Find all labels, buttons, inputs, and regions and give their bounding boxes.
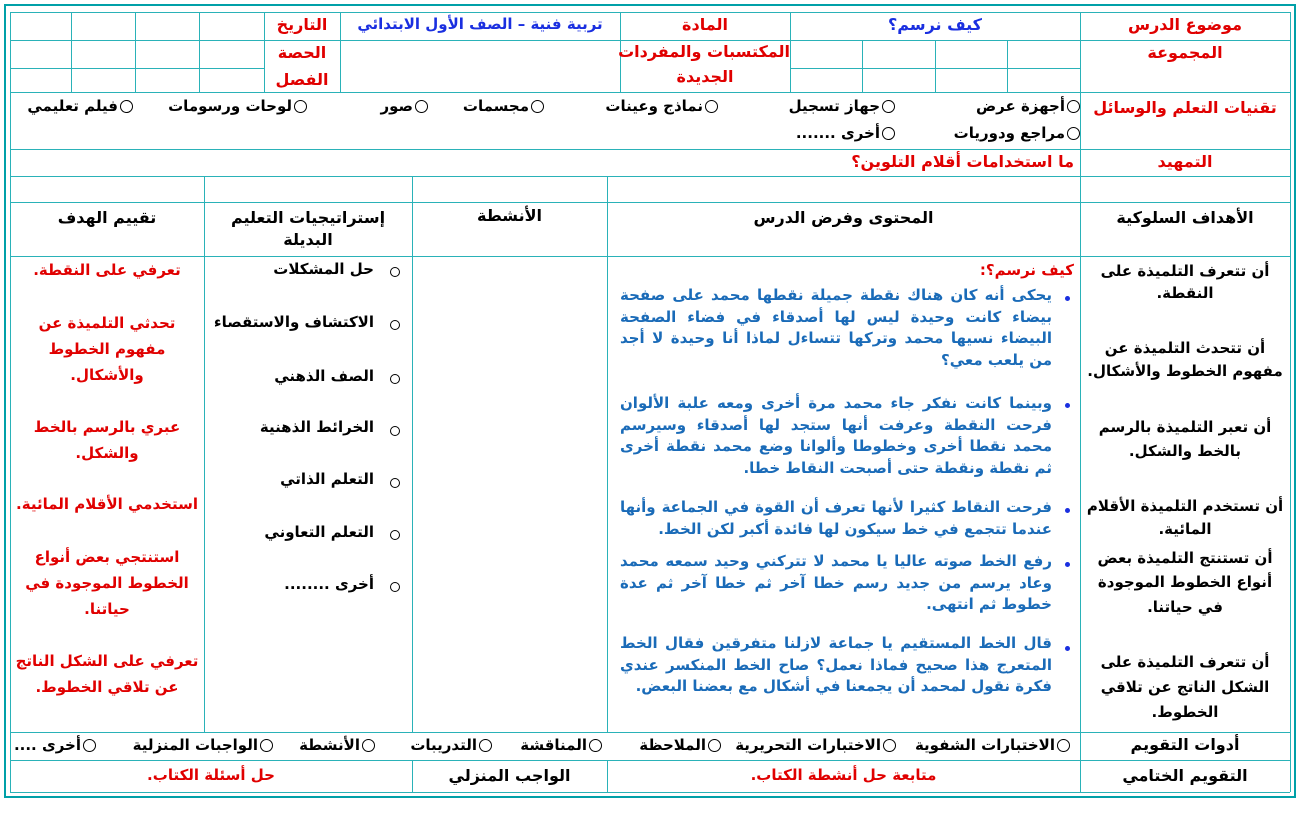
story-paragraph-3: فرحت النقاط كثيرا لأنها تعرف أن القوة في الجماعة وأنها عندما تتجمع في خط سيكون لها فائدة أكبر لكن الخط.	[620, 498, 1052, 538]
story-paragraph-2: وبينما كانت نفكر جاء محمد مرة أخرى ومعه علبة الألوان فرحت النقطة وعرفت أنها ستجد لها أصدقاء وسيرسم محمد نقطا أخرى وخطوطا وألوانا وضع محمد نقطة أخرى ثم نقطة ونقطة حتى أصبحت النقاط خطا.	[620, 394, 1052, 477]
assessment-option-exercises[interactable]: التدريبات	[410, 736, 492, 754]
technique-option-solids[interactable]: مجسمات	[463, 97, 544, 115]
bullet-dot-icon	[1065, 508, 1070, 513]
circle-icon	[390, 582, 400, 592]
topic-label: موضوع الدرس	[1128, 15, 1242, 34]
technique-option-projectors[interactable]: أجهزة عرض	[976, 97, 1080, 115]
objective-3-line1: أن تعبر التلميذة بالرسم	[1098, 418, 1272, 436]
assessment-option-activities[interactable]: الأنشطة	[299, 736, 375, 754]
bullet-dot-icon	[1065, 646, 1070, 651]
strategy-item: التعلم الذاتي	[280, 470, 374, 488]
content-title: كيف نرسم؟:	[979, 261, 1074, 279]
strategies-header-line1: إستراتيجيات التعليم	[230, 208, 386, 227]
story-paragraph-5: قال الخط المستقيم يا جماعة لازلنا متفرقين فقال الخط المتعرج هذا صحيح فماذا نعمل؟ صاح الخط المنكسر عندي فكرة نقول لمحمد أن يجمعنا في أشكال مع بعضنا البعض.	[620, 634, 1052, 695]
evaluation-6-line1: تعرفي على الشكل الناتج	[15, 652, 199, 670]
vocab-label-line2: الجديدة	[676, 67, 734, 86]
assessment-option-homework[interactable]: الواجبات المنزلية	[133, 736, 273, 754]
radio-circle-icon	[1067, 100, 1080, 113]
radio-circle-icon	[415, 100, 428, 113]
assessment-label: أدوات التقويم	[1130, 735, 1240, 754]
objective-3-line2: بالخط والشكل.	[1128, 442, 1242, 460]
radio-circle-icon	[883, 739, 896, 752]
radio-circle-icon	[362, 739, 375, 752]
objective-4-line1: أن تستخدم التلميذة الأقلام	[1086, 497, 1284, 515]
evaluation-5-line2: الخطوط الموجودة في	[25, 574, 189, 592]
objective-4-line2: المائية.	[1158, 520, 1212, 538]
technique-option-recorder[interactable]: جهاز تسجيل	[789, 97, 895, 115]
bullet-dot-icon	[1065, 403, 1070, 408]
subject-value: تربية فنية – الصف الأول الابتدائي	[357, 15, 603, 33]
technique-option-pictures[interactable]: صور	[380, 97, 428, 115]
evaluation-5-line3: حياتنا.	[84, 600, 130, 618]
final-label: التقويم الختامي	[1122, 766, 1248, 785]
evaluation-2-line3: والأشكال.	[70, 366, 144, 384]
bullet-dot-icon	[1065, 562, 1070, 567]
evaluation-3-line2: والشكل.	[75, 444, 139, 462]
topic-value: كيف نرسم؟	[888, 15, 982, 34]
radio-circle-icon	[882, 100, 895, 113]
bullet-dot-icon	[1065, 296, 1070, 301]
class-label: الفصل	[275, 70, 329, 89]
evaluation-header: تقييم الهدف	[57, 208, 157, 227]
assessment-option-other[interactable]: أخرى ....	[14, 736, 96, 754]
activities-header: الأنشطة	[477, 206, 542, 225]
radio-circle-icon	[708, 739, 721, 752]
assessment-option-discussion[interactable]: المناقشة	[520, 736, 602, 754]
strategy-item: حل المشكلات	[273, 260, 374, 278]
story-paragraph-1: يحكى أنه كان هناك نقطة جميلة نقطها محمد على صفحة بيضاء كانت وحيدة ليس لها أصدقاء في فضاء الصفحة البيضاء نسيها محمد وتركها تتساءل لماذا أنا وحيدة لا أجد من يلعب معي؟	[620, 286, 1052, 369]
strategy-item: الاكتشاف والاستقصاء	[213, 313, 374, 331]
evaluation-2-line2: مفهوم الخطوط	[48, 340, 166, 358]
strategies-header-line2: البديلة	[283, 230, 333, 249]
subject-label: المادة	[682, 15, 728, 34]
circle-icon	[390, 374, 400, 384]
assessment-option-oral[interactable]: الاختبارات الشفوية	[915, 736, 1070, 754]
evaluation-4-line1: استخدمي الأقلام المائية.	[16, 495, 198, 513]
technique-option-boards[interactable]: لوحات ورسومات	[168, 97, 307, 115]
period-label: الحصة	[277, 43, 327, 62]
evaluation-2-line1: تحدثي التلميذة عن	[38, 314, 176, 332]
objective-5-line2: أنواع الخطوط الموجودة	[1097, 573, 1273, 591]
strategy-item: الخرائط الذهنية	[259, 418, 374, 436]
group-label: المجموعة	[1147, 43, 1223, 62]
circle-icon	[390, 478, 400, 488]
final-value: متابعة حل أنشطة الكتاب.	[750, 766, 937, 784]
circle-icon	[390, 530, 400, 540]
date-label: التاريخ	[276, 15, 328, 34]
circle-icon	[390, 426, 400, 436]
story-paragraph-4: رفع الخط صوته عاليا يا محمد لا تتركني وحيد سمعه محمد وعاد يرسم من جديد رسم خطا آخر ثم خطا آخر ثم عدة خطوط ثم انتهى.	[620, 552, 1052, 613]
radio-circle-icon	[120, 100, 133, 113]
strategy-item: أخرى ........	[284, 575, 374, 593]
assessment-option-written[interactable]: الاختبارات التحريرية	[735, 736, 896, 754]
radio-circle-icon	[294, 100, 307, 113]
objective-5-line3: في حياتنا.	[1147, 598, 1223, 616]
assessment-option-observation[interactable]: الملاحظة	[639, 736, 721, 754]
circle-icon	[390, 320, 400, 330]
vocab-label-line1: المكتسبات والمفردات	[618, 42, 790, 61]
radio-circle-icon	[1067, 127, 1080, 140]
strategy-item: التعلم التعاوني	[264, 523, 374, 541]
evaluation-5-line1: استنتجي بعض أنواع	[34, 548, 180, 566]
technique-option-models[interactable]: نماذج وعينات	[605, 97, 718, 115]
strategy-item: الصف الذهني	[274, 367, 374, 385]
evaluation-6-line2: عن تلاقي الخطوط.	[35, 678, 179, 696]
radio-circle-icon	[531, 100, 544, 113]
circle-icon	[390, 267, 400, 277]
evaluation-3-line1: عبري بالرسم بالخط	[33, 418, 181, 436]
radio-circle-icon	[589, 739, 602, 752]
objective-1-line2: النقطة.	[1156, 284, 1214, 302]
radio-circle-icon	[882, 127, 895, 140]
radio-circle-icon	[260, 739, 273, 752]
objectives-header: الأهداف السلوكية	[1116, 208, 1254, 227]
objective-2-line1: أن تتحدث التلميذة عن	[1104, 339, 1266, 357]
radio-circle-icon	[479, 739, 492, 752]
objective-5-line1: أن تستنتج التلميذة بعض	[1097, 549, 1273, 567]
objective-6-line3: الخطوط.	[1151, 703, 1219, 721]
technique-option-other[interactable]: أخرى .......	[796, 124, 895, 142]
radio-circle-icon	[705, 100, 718, 113]
intro-label: التمهيد	[1157, 152, 1213, 171]
technique-option-film[interactable]: فيلم تعليمي	[27, 97, 133, 115]
radio-circle-icon	[1057, 739, 1070, 752]
objective-1-line1: أن تتعرف التلميذة على	[1100, 262, 1270, 280]
intro-value: ما استخدامات أقلام التلوين؟	[851, 152, 1074, 171]
radio-circle-icon	[83, 739, 96, 752]
objective-6-line1: أن تتعرف التلميذة على	[1100, 653, 1270, 671]
homework-label: الواجب المنزلي	[448, 766, 571, 785]
techniques-label: تقنيات التعلم والوسائل	[1093, 98, 1277, 117]
content-header: المحتوى وفرض الدرس	[753, 208, 934, 227]
objective-6-line2: الشكل الناتج عن تلاقي	[1100, 678, 1270, 696]
homework-value: حل أسئلة الكتاب.	[147, 766, 275, 784]
technique-option-references[interactable]: مراجع ودوريات	[954, 124, 1080, 142]
evaluation-1-line1: تعرفي على النقطة.	[33, 261, 181, 279]
objective-2-line2: مفهوم الخطوط والأشكال.	[1087, 362, 1283, 380]
